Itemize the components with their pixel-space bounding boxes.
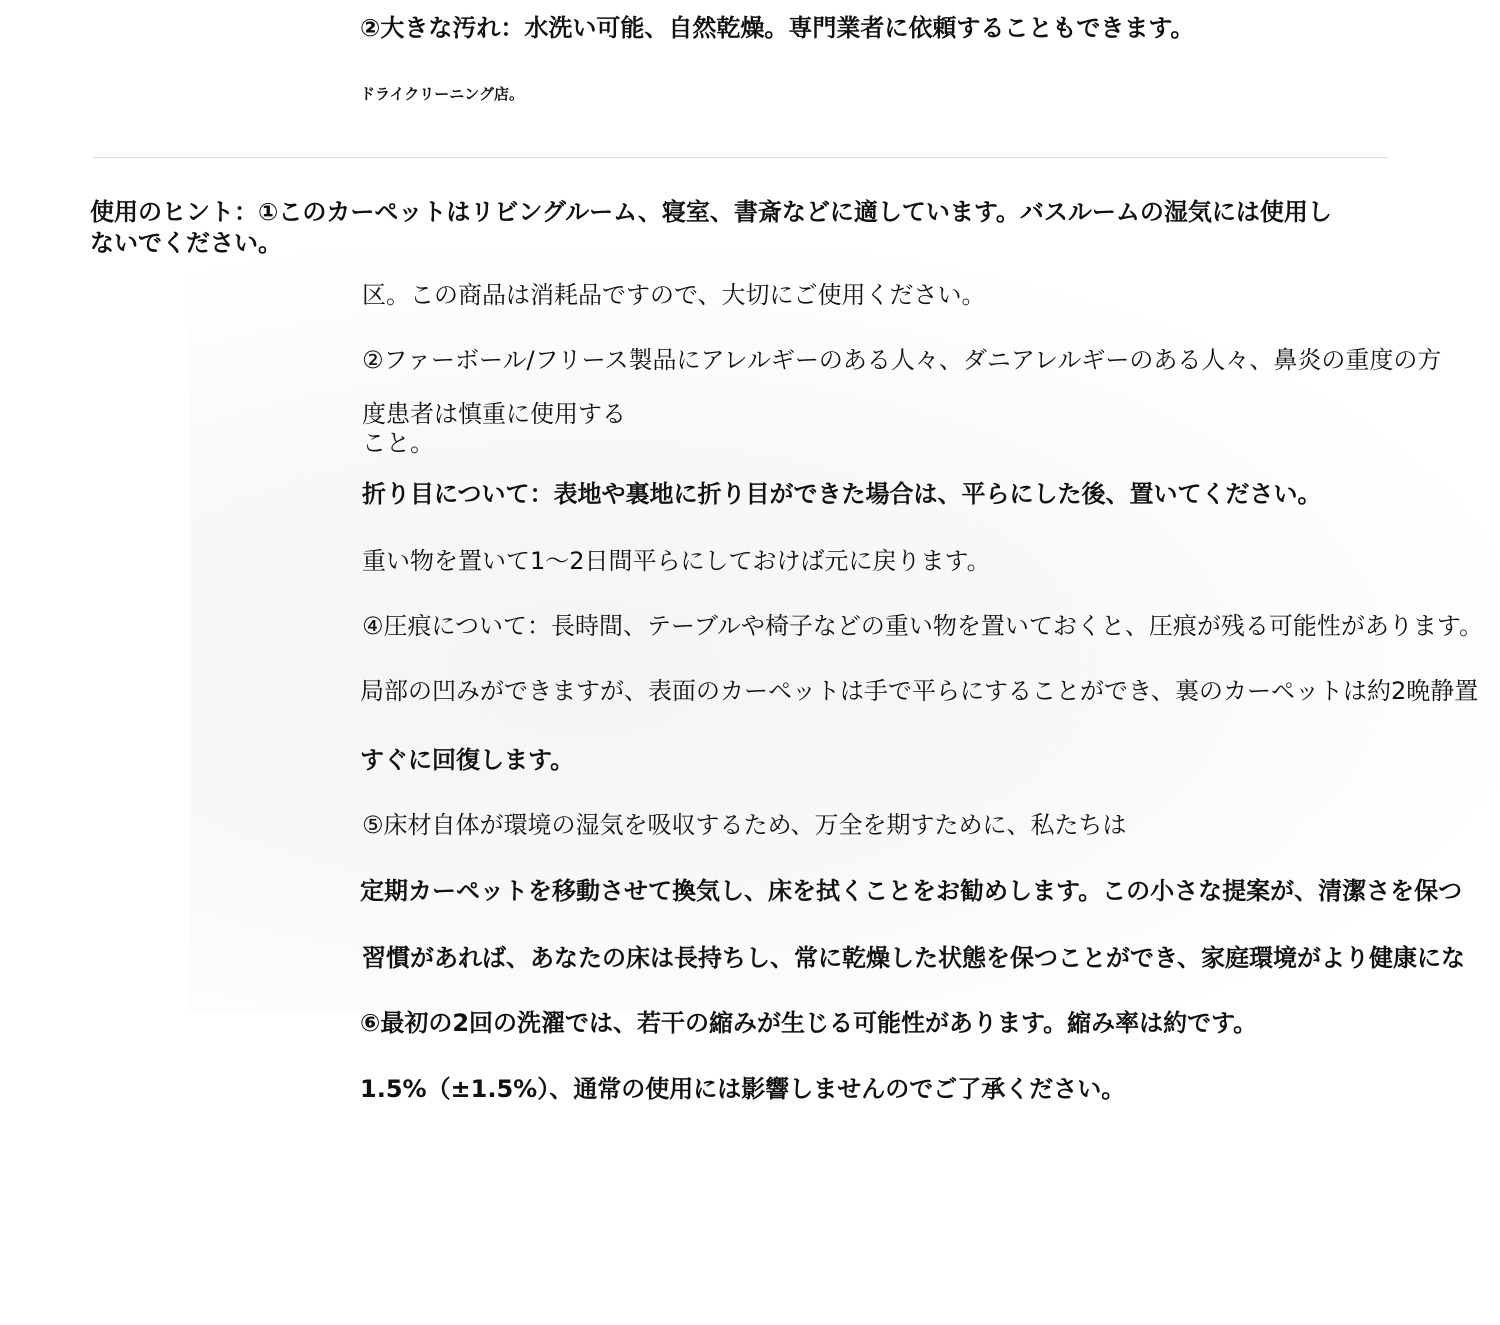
tip-moisture-line-1: ⑤床材自体が環境の湿気を吸収するため、万全を期すために、私たちは xyxy=(362,811,1127,839)
tip-fold-line-2: 重い物を置いて1〜2日間平らにしておけば元に戻ります。 xyxy=(362,547,991,575)
care-dry-cleaning: ドライクリーニング店。 xyxy=(360,85,524,103)
tip-shrink-line-1: ⑥最初の2回の洗濯では、若干の縮みが生じる可能性があります。縮み率は約です。 xyxy=(360,1009,1258,1037)
care-large-stain: ②大きな汚れ：水洗い可能、自然乾燥。専門業者に依頼することもできます。 xyxy=(360,14,1195,42)
tip-shrink-line-2: 1.5%（±1.5%）、通常の使用には影響しませんのでご了承ください。 xyxy=(360,1075,1126,1103)
tip-dent-line-2: 局部の凹みができますが、表面のカーペットは手で平らにすることができ、裏のカーペットは約2晩静置 xyxy=(360,677,1479,705)
usage-tips-heading: 使用のヒント：①このカーペットはリビングルーム、寝室、書斎などに適しています。バスルームの湿気には使用しないでください。 xyxy=(90,198,1332,257)
tip-fold-line-1: 折り目について：表地や裏地に折り目ができた場合は、平らにした後、置いてください。 xyxy=(362,480,1322,508)
tip-dent-line-3: すぐに回復します。 xyxy=(360,746,575,774)
tip-dent-line-1: ④圧痕について：長時間、テーブルや椅子などの重い物を置いておくと、圧痕が残る可能性があります。 xyxy=(362,612,1483,640)
tip-allergy-line-3: こと。 xyxy=(362,429,434,457)
tip-moisture-line-2: 定期カーペットを移動させて換気し、床を拭くことをお勧めします。この小さな提案が、清潔さを保つ xyxy=(360,877,1463,905)
tip-moisture-line-3: 習慣があれば、あなたの床は長持ちし、常に乾燥した状態を保つことができ、家庭環境がより健康にな xyxy=(362,944,1466,972)
tip-allergy-line-1: ②ファーボール/フリース製品にアレルギーのある人々、ダニアレルギーのある人々、鼻炎の重度の方 xyxy=(362,346,1442,374)
tip-area-note: 区。この商品は消耗品ですので、大切にご使用ください。 xyxy=(362,281,986,309)
section-divider xyxy=(93,157,1388,158)
tip-allergy-line-2: 度患者は慎重に使用する xyxy=(362,400,626,428)
